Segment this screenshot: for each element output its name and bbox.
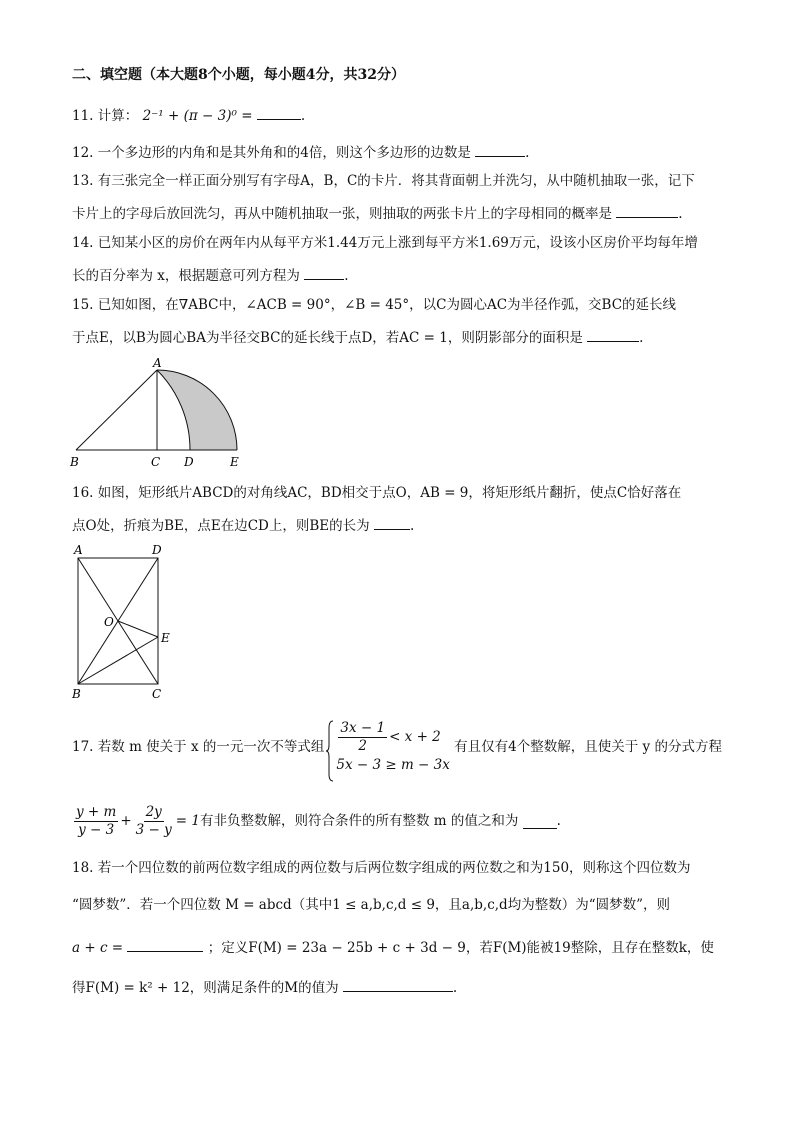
question-18-line-4 xyxy=(72,977,457,997)
label-E: E xyxy=(161,631,170,645)
q17-end: . xyxy=(556,813,561,829)
q17-answer-blank[interactable] xyxy=(523,814,557,829)
label-E: E xyxy=(230,455,239,469)
inequality-1 xyxy=(336,720,449,755)
q16-line-1: 如图，矩形纸片ABCD的对角线AC，BD相交于点O，AB = 9，将矩形纸片翻折，使点C恰好落在 xyxy=(97,485,682,501)
q14-answer-blank[interactable] xyxy=(304,265,344,280)
eq-fraction-2 xyxy=(134,804,174,839)
inequality-2: 5x − 3 ≥ m − 3x xyxy=(336,756,450,773)
label-O: O xyxy=(104,615,114,629)
segment-ab xyxy=(76,370,157,450)
q13-answer-blank[interactable] xyxy=(616,203,678,218)
question-16-line-2 xyxy=(72,515,414,535)
q17-pre: 若数 m 使关于 x 的一元一次不等式组 xyxy=(97,739,325,755)
brace-icon xyxy=(326,720,334,782)
question-14-line-1 xyxy=(72,234,698,252)
q17-number: 17. xyxy=(72,739,94,755)
q14-line-1: 已知某小区的房价在两年内从每平方米1.44万元上涨到每平方米1.69万元，设该小区房价平均每年增 xyxy=(97,235,698,251)
q16-answer-blank[interactable] xyxy=(374,515,410,530)
q15-figure xyxy=(66,358,256,470)
q18-line-2: “圆梦数”．若一个四位数 M = abcd（其中1 ≤ a,b,c,d ≤ 9，且a,b,c,d均为整数）为“圆梦数”，则 xyxy=(72,897,671,913)
question-14-line-2 xyxy=(72,265,349,285)
label-D: D xyxy=(152,543,162,557)
q18-line-3a: a + c = xyxy=(72,940,124,956)
inequality-system xyxy=(326,720,449,775)
label-A: A xyxy=(74,543,83,557)
eq-equals: = 1 xyxy=(175,813,200,829)
q14-number: 14. xyxy=(72,235,94,251)
q15-number: 15. xyxy=(72,297,94,313)
ineq1-denominator: 2 xyxy=(358,737,368,754)
label-A: A xyxy=(153,358,162,370)
question-13-line-1 xyxy=(72,172,695,190)
q16-end: . xyxy=(409,518,415,534)
ineq1-fraction xyxy=(338,720,387,755)
shaded-region xyxy=(157,370,237,450)
label-C: C xyxy=(151,455,161,469)
q16-line-2: 点O处，折痕为BE，点E在边CD上，则BE的长为 xyxy=(72,518,370,534)
label-B: B xyxy=(70,455,79,469)
frac2-numerator: 2y xyxy=(145,803,162,820)
segment-oe xyxy=(118,621,158,637)
q12-answer-blank[interactable] xyxy=(475,142,525,157)
frac1-denominator: y − 3 xyxy=(78,821,115,838)
q13-line-1: 有三张完全一样正面分别写有字母A，B，C的卡片．将其背面朝上并洗匀，从中随机抽取一张，记下 xyxy=(97,173,695,189)
question-18-line-3 xyxy=(72,937,714,957)
q11-number: 11. xyxy=(72,108,94,124)
q16-figure xyxy=(66,542,186,700)
question-11 xyxy=(72,105,305,125)
question-15-line-1 xyxy=(72,296,676,314)
q14-line-2: 长的百分率为 x，根据题意可列方程为 xyxy=(72,268,300,284)
question-12 xyxy=(72,142,529,162)
q18-answer-blank-1[interactable] xyxy=(127,937,203,952)
q15-line-2: 于点E，以B为圆心BA为半径交BC的延长线于点D，若AC = 1，则阴影部分的面积是 xyxy=(72,330,583,346)
ineq1-numerator: 3x − 1 xyxy=(340,719,386,736)
q15-line-1: 已知如图，在∇ABC中，∠ACB = 90°，∠B = 45°，以C为圆心AC为半径作弧，交BC的延长线 xyxy=(97,297,677,313)
q13-end: . xyxy=(678,206,683,222)
q18-line-4: 得F(M) = k² + 12，则满足条件的M的值为 xyxy=(72,980,339,996)
q15-answer-blank[interactable] xyxy=(587,327,639,342)
q15-end: . xyxy=(639,330,644,346)
q11-answer-blank[interactable] xyxy=(257,105,301,120)
question-16-line-1 xyxy=(72,484,681,502)
frac1-numerator: y + m xyxy=(76,803,117,820)
q18-line-1: 若一个四位数的前两位数字组成的两位数与后两位数字组成的两位数之和为150，则称这个四位数为 xyxy=(97,860,691,876)
question-17-line-1 xyxy=(72,716,722,778)
q18-number: 18. xyxy=(72,860,94,876)
q12-end: . xyxy=(525,145,530,161)
question-15-line-2 xyxy=(72,327,643,347)
q16-number: 16. xyxy=(72,485,94,501)
ineq1-rest: < x + 2 xyxy=(389,729,441,745)
q17-post: 有且仅有4个整数解，且使关于 y 的分式方程 xyxy=(454,739,722,755)
q12-text: 一个多边形的内角和是其外角和的4倍，则这个多边形的边数是 xyxy=(97,145,471,161)
frac2-denominator: 3 − y xyxy=(135,821,172,838)
q13-number: 13. xyxy=(72,173,94,189)
q18-answer-blank-2[interactable] xyxy=(343,977,453,992)
crease-be xyxy=(78,637,158,684)
q14-end: . xyxy=(344,268,349,284)
label-C: C xyxy=(152,687,162,700)
section-title: 二、填空题（本大题8个小题，每小题4分，共32分） xyxy=(72,67,405,83)
q13-line-2: 卡片上的字母后放回洗匀，再从中随机抽取一张，则抽取的两张卡片上的字母相同的概率是 xyxy=(72,206,612,222)
question-13-line-2 xyxy=(72,203,683,223)
q11-end: . xyxy=(300,108,306,124)
label-B: B xyxy=(72,687,81,700)
q17-line-2: 有非负整数解，则符合条件的所有整数 m 的值之和为 xyxy=(199,813,519,829)
question-18-line-1 xyxy=(72,859,691,877)
question-17-line-2 xyxy=(72,800,561,842)
label-D: D xyxy=(184,455,194,469)
q11-expression: 2⁻¹ + (π − 3)⁰ = xyxy=(142,108,253,124)
q12-number: 12. xyxy=(72,145,94,161)
eq-fraction-1 xyxy=(74,804,118,839)
q11-text: 计算： xyxy=(97,108,139,124)
eq-plus: + xyxy=(120,813,132,829)
q18-line-3b: ；定义F(M) = 23a − 25b + c + 3d − 9，若F(M)能被19整除，且存在整数k，使 xyxy=(207,940,714,956)
question-18-line-2 xyxy=(72,896,670,914)
q18-end: . xyxy=(452,980,458,996)
